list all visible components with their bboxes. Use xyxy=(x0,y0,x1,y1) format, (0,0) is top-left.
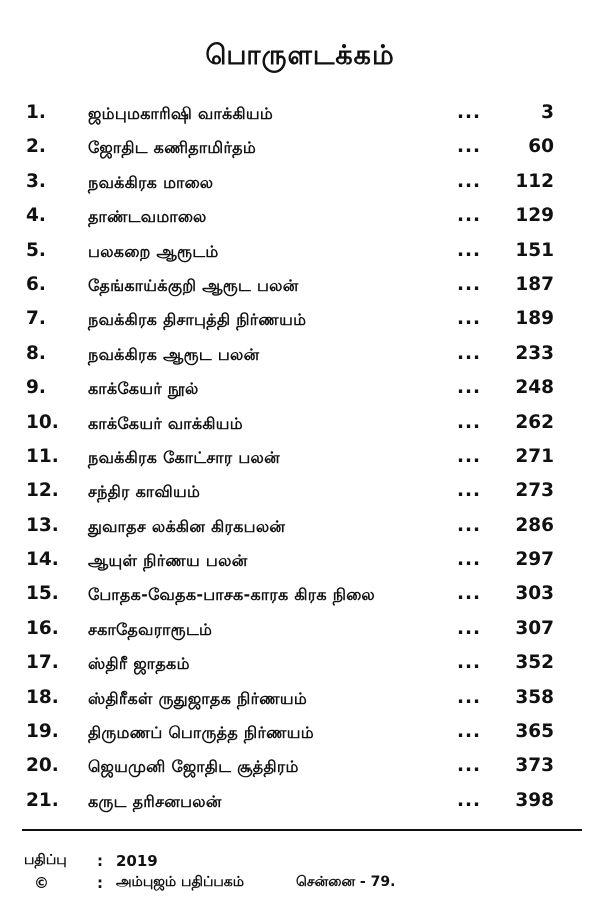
toc-page-number: 303 xyxy=(515,583,554,605)
toc-row xyxy=(0,440,600,474)
toc-title: நவக்கிரக திசாபுத்தி நிர்ணயம் xyxy=(88,310,307,330)
toc-number: 2. xyxy=(26,136,46,158)
edition-colon: : xyxy=(97,852,103,870)
toc-row xyxy=(0,268,600,302)
toc-title: சகாதேவராரூடம் xyxy=(88,619,213,639)
toc-leader-dots: ... xyxy=(457,721,482,743)
toc-page-number: 398 xyxy=(515,789,554,811)
toc-page-number: 373 xyxy=(515,755,554,777)
toc-row xyxy=(0,406,600,440)
toc-row xyxy=(0,130,600,164)
toc-title: நவக்கிரக மாலை xyxy=(88,172,214,192)
toc-title: ஜம்புமகாரிஷி வாக்கியம் xyxy=(88,104,274,123)
toc-page-number: 286 xyxy=(515,514,554,536)
toc-number: 21. xyxy=(26,789,59,811)
toc-number: 15. xyxy=(26,583,59,605)
toc-title: பலகறை ஆரூடம் xyxy=(88,241,219,261)
edition-label: பதிப்பு xyxy=(24,852,67,868)
toc-title: தேங்காய்க்குறி ஆரூட பலன் xyxy=(88,275,299,295)
toc-title: ஆயுள் நிர்ணய பலன் xyxy=(88,551,248,571)
edition-year: 2019 xyxy=(116,852,158,870)
publisher-name: அம்புஜம் பதிப்பகம் xyxy=(116,874,245,890)
toc-row xyxy=(0,681,600,715)
toc-page-number: 262 xyxy=(515,411,554,433)
toc-leader-dots: ... xyxy=(457,445,482,467)
toc-page-number: 112 xyxy=(515,170,554,192)
toc-number: 18. xyxy=(26,686,59,708)
copyright-colon: : xyxy=(97,874,103,892)
toc-leader-dots: ... xyxy=(457,789,482,811)
toc-title: ஸ்திரீ ஜாதகம் xyxy=(88,654,190,674)
toc-number: 7. xyxy=(26,308,46,330)
toc-number: 12. xyxy=(26,480,59,502)
toc-title: கருட தரிசனபலன் xyxy=(88,791,222,811)
toc-leader-dots: ... xyxy=(457,102,482,123)
toc-number: 17. xyxy=(26,652,59,674)
toc-leader-dots: ... xyxy=(457,308,482,330)
page-title: பொருளடக்கம் xyxy=(205,40,395,71)
toc-leader-dots: ... xyxy=(457,342,482,364)
toc-leader-dots: ... xyxy=(457,239,482,261)
toc-number: 8. xyxy=(26,342,46,364)
toc-row xyxy=(0,715,600,749)
toc-title: சந்திர காவியம் xyxy=(88,482,201,502)
toc-number: 19. xyxy=(26,721,59,743)
toc-leader-dots: ... xyxy=(457,411,482,433)
toc-number: 1. xyxy=(26,102,46,123)
toc-page-number: 233 xyxy=(515,342,554,364)
toc-leader-dots: ... xyxy=(457,514,482,536)
toc-row xyxy=(0,337,600,371)
toc-leader-dots: ... xyxy=(457,170,482,192)
toc-row xyxy=(0,96,600,130)
toc-number: 14. xyxy=(26,549,59,571)
toc-page-number: 189 xyxy=(515,308,554,330)
toc-row xyxy=(0,302,600,336)
toc-page-number: 358 xyxy=(515,686,554,708)
toc-leader-dots: ... xyxy=(457,480,482,502)
toc-page-number: 352 xyxy=(515,652,554,674)
toc-page-number: 297 xyxy=(515,549,554,571)
toc-row xyxy=(0,577,600,611)
toc-row xyxy=(0,543,600,577)
toc-page-number: 60 xyxy=(528,136,554,158)
toc-title: போதக-வேதக-பாசக-காரக கிரக நிலை xyxy=(88,585,376,605)
toc-number: 20. xyxy=(26,755,59,777)
toc-row xyxy=(0,509,600,543)
toc-leader-dots: ... xyxy=(457,377,482,399)
toc-page-number: 273 xyxy=(515,480,554,502)
toc-number: 10. xyxy=(26,411,59,433)
toc-row xyxy=(0,612,600,646)
toc-number: 13. xyxy=(26,514,59,536)
toc-leader-dots: ... xyxy=(457,549,482,571)
toc-leader-dots: ... xyxy=(457,273,482,295)
toc-row xyxy=(0,371,600,405)
toc-number: 11. xyxy=(26,445,59,467)
toc-title: காக்கேயர் நூல் xyxy=(88,379,199,399)
footer-divider xyxy=(22,829,582,831)
toc-row xyxy=(0,646,600,680)
publisher-location: சென்னை - 79. xyxy=(296,874,396,890)
toc-row xyxy=(0,474,600,508)
toc-leader-dots: ... xyxy=(457,617,482,639)
toc-row xyxy=(0,165,600,199)
toc-title: நவக்கிரக ஆரூட பலன் xyxy=(88,344,260,364)
toc-page-number: 307 xyxy=(515,617,554,639)
toc-number: 6. xyxy=(26,273,46,295)
toc-leader-dots: ... xyxy=(457,205,482,227)
toc-leader-dots: ... xyxy=(457,583,482,605)
toc-page-number: 151 xyxy=(515,239,554,261)
toc-row xyxy=(0,199,600,233)
toc-page-number: 3 xyxy=(541,102,554,123)
toc-title: திருமணப் பொருத்த நிர்ணயம் xyxy=(88,723,314,743)
toc-number: 4. xyxy=(26,205,46,227)
toc-page-number: 187 xyxy=(515,273,554,295)
toc-title: காக்கேயர் வாக்கியம் xyxy=(88,413,243,433)
toc-title: நவக்கிரக கோட்சார பலன் xyxy=(88,447,280,467)
toc-number: 3. xyxy=(26,170,46,192)
toc-title: ஸ்திரீகள் ருதுஜாதக நிர்ணயம் xyxy=(88,688,308,708)
toc-leader-dots: ... xyxy=(457,136,482,158)
toc-title: ஜோதிட கணிதாமிர்தம் xyxy=(88,138,256,158)
toc-number: 5. xyxy=(26,239,46,261)
toc-leader-dots: ... xyxy=(457,686,482,708)
toc-page-number: 129 xyxy=(515,205,554,227)
table-of-contents xyxy=(0,96,600,818)
copyright-symbol: © xyxy=(34,874,49,892)
toc-number: 16. xyxy=(26,617,59,639)
toc-title: ஜெயமுனி ஜோதிட சூத்திரம் xyxy=(88,757,299,777)
toc-leader-dots: ... xyxy=(457,652,482,674)
toc-title: தாண்டவமாலை xyxy=(88,207,207,227)
toc-page-number: 271 xyxy=(515,445,554,467)
toc-row xyxy=(0,234,600,268)
toc-row xyxy=(0,749,600,783)
toc-leader-dots: ... xyxy=(457,755,482,777)
toc-title: துவாதச லக்கின கிரகபலன் xyxy=(88,516,286,536)
toc-page-number: 248 xyxy=(515,377,554,399)
toc-row xyxy=(0,784,600,818)
toc-number: 9. xyxy=(26,377,46,399)
toc-page-number: 365 xyxy=(515,721,554,743)
